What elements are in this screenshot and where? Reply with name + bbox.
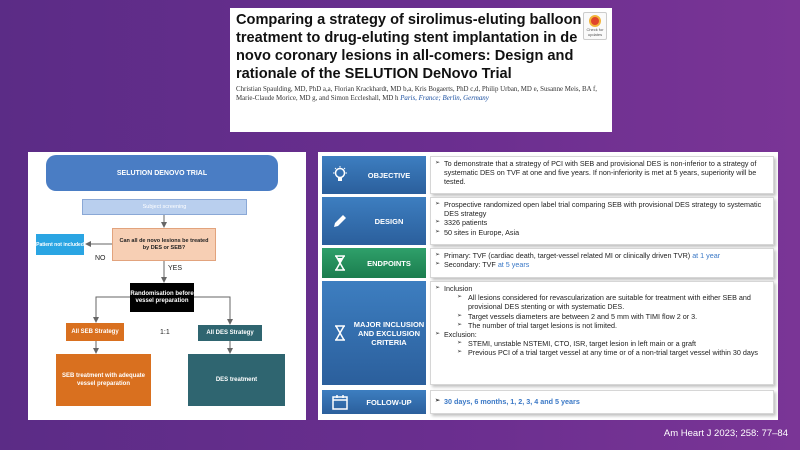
row-design: DESIGN ➢ Prospective randomized open label trial comparing SEB with provisional DES strategy to systematic DES strategy ➢ 3326 patients ➢ 50 sites in Europe, Asia (322, 197, 774, 245)
row-label-follow-up: FOLLOW-UP (366, 397, 412, 407)
arrow-to-des (194, 297, 230, 324)
article-title: Comparing a strategy of sirolimus-eluting balloon treatment to drug-eluting stent implantation in de novo coronary lesions in all-comers: Design and rationale of the SELUTION DeNovo Trial (236, 12, 582, 82)
inclusion-item: All lesions considered for revascularization are suitable for treatment with either SEB and provisional DES stenting or with systematic DES. (468, 293, 751, 312)
flow-no-label: NO (95, 255, 106, 262)
row-criteria: MAJOR INCLUSION AND EXCLUSION CRITERIA ➢ Inclusion ➢ All lesions considered for revascularization are suitable for treatment with either SEB and provisional DES stenting or with systematic DES. ➢ Target vessels diameters are between 2 and 5 mm with TIMI flow 2 or 3. ➢ The number of trial target lesions is not limited. ➢ Exclusion: ➢ STEMI, unstable NSTEMI, CTO, ISR, target lesion in left main or a graft ➢ Previous PCI of a trial target vessel at any time or of a non-trial target vessel within 30 days (322, 281, 774, 385)
trial-flow-diagram (28, 152, 306, 420)
exclusion-item: Previous PCI of a trial target vessel at any time or of a non-trial target vessel within 30 days (468, 348, 759, 358)
row-label-objective: OBJECTIVE (367, 170, 411, 180)
flow-screening: Subject screening (82, 199, 247, 215)
secondary-endpoint-time: at 5 years (497, 260, 530, 270)
pencil-icon (328, 213, 352, 229)
row-label-design: DESIGN (374, 216, 404, 226)
trial-summary-table (318, 152, 778, 420)
follow-up-text: 30 days, 6 months, 1, 2, 3, 4 and 5 years (444, 397, 580, 407)
article-authors (236, 85, 608, 103)
row-endpoints: ENDPOINTS ➢ Primary: TVF (cardiac death, target-vessel related MI or clinically driven TVR) at 1 year ➢ Secondary: TVF at 5 years (322, 248, 774, 278)
arrow-to-seb (96, 297, 130, 322)
check-updates-icon (589, 15, 601, 27)
author-places: Paris, France; Berlin, Germany (400, 95, 489, 102)
primary-endpoint-time: at 1 year (692, 251, 721, 260)
row-follow-up: FOLLOW-UP ➢ 30 days, 6 months, 1, 2, 3, 4 and 5 years (322, 390, 774, 414)
objective-text: To demonstrate that a strategy of PCI with SEB and provisional DES is non-inferior to a strategy of systematic DES on TVF at one and five years. If non-inferiority is met at 5 years, superiority will be tested. (444, 159, 757, 187)
article-title-card (230, 8, 612, 132)
hourglass-icon (328, 325, 352, 341)
row-label-endpoints: ENDPOINTS (367, 258, 411, 268)
author-list: Christian Spaulding, MD, PhD a,a, Florian Krackhardt, MD b,a, Kris Bogaerts, PhD c,d, Philip Urban, MD e, Susanne Meis, BA f, Marie-Claude Morice, MD g, and Simon Eccleshall, MD h (236, 86, 597, 102)
flow-question: Can all de novo lesions be treated by DES or SEB? (112, 228, 216, 261)
flow-seb-strategy: All SEB Strategy (66, 323, 124, 341)
inclusion-item: The number of trial target lesions is not limited. (468, 320, 618, 330)
calendar-icon (328, 394, 352, 410)
check-for-updates-badge[interactable] (583, 12, 607, 40)
primary-endpoint: Primary: TVF (cardiac death, target-vessel related MI or clinically driven TVR) (444, 251, 691, 260)
flow-seb-treatment: SEB treatment with adequate vessel preparation (56, 354, 151, 406)
exclusion-heading: Exclusion: (444, 330, 477, 340)
flow-not-included: Patient not included (36, 234, 84, 255)
secondary-endpoint: Secondary: TVF (444, 260, 496, 270)
badge-label: Check for updates (586, 27, 604, 37)
hourglass-icon (328, 255, 352, 271)
flow-des-treatment: DES treatment (188, 354, 285, 406)
lightbulb-icon (328, 166, 352, 184)
flow-header: SELUTION DENOVO TRIAL (46, 155, 278, 191)
row-label-criteria: MAJOR INCLUSION AND EXCLUSION CRITERIA (353, 319, 425, 347)
exclusion-item: STEMI, unstable NSTEMI, CTO, ISR, target lesion in left main or a graft (468, 339, 696, 349)
flow-des-strategy: All DES Strategy (198, 325, 262, 341)
design-item: 3326 patients (444, 218, 488, 228)
design-item: 50 sites in Europe, Asia (444, 227, 520, 237)
flow-randomisation: Randomisation before vessel preparation (130, 283, 194, 312)
flow-ratio: 1:1 (160, 329, 170, 336)
flow-yes-label: YES (168, 265, 183, 272)
journal-reference: Am Heart J 2023; 258: 77–84 (663, 428, 788, 439)
design-item: Prospective randomized open label trial comparing SEB with provisional DES strategy to systematic DES strategy (444, 200, 762, 219)
inclusion-item: Target vessels diameters are between 2 and 5 mm with TIMI flow 2 or 3. (468, 311, 698, 321)
row-objective: OBJECTIVE ➢ To demonstrate that a strategy of PCI with SEB and provisional DES is non-inferior to a strategy of systematic DES on TVF at one and five years. If non-inferiority is met at 5 years, superiority will be tested. (322, 156, 774, 194)
inclusion-heading: Inclusion (444, 284, 473, 293)
